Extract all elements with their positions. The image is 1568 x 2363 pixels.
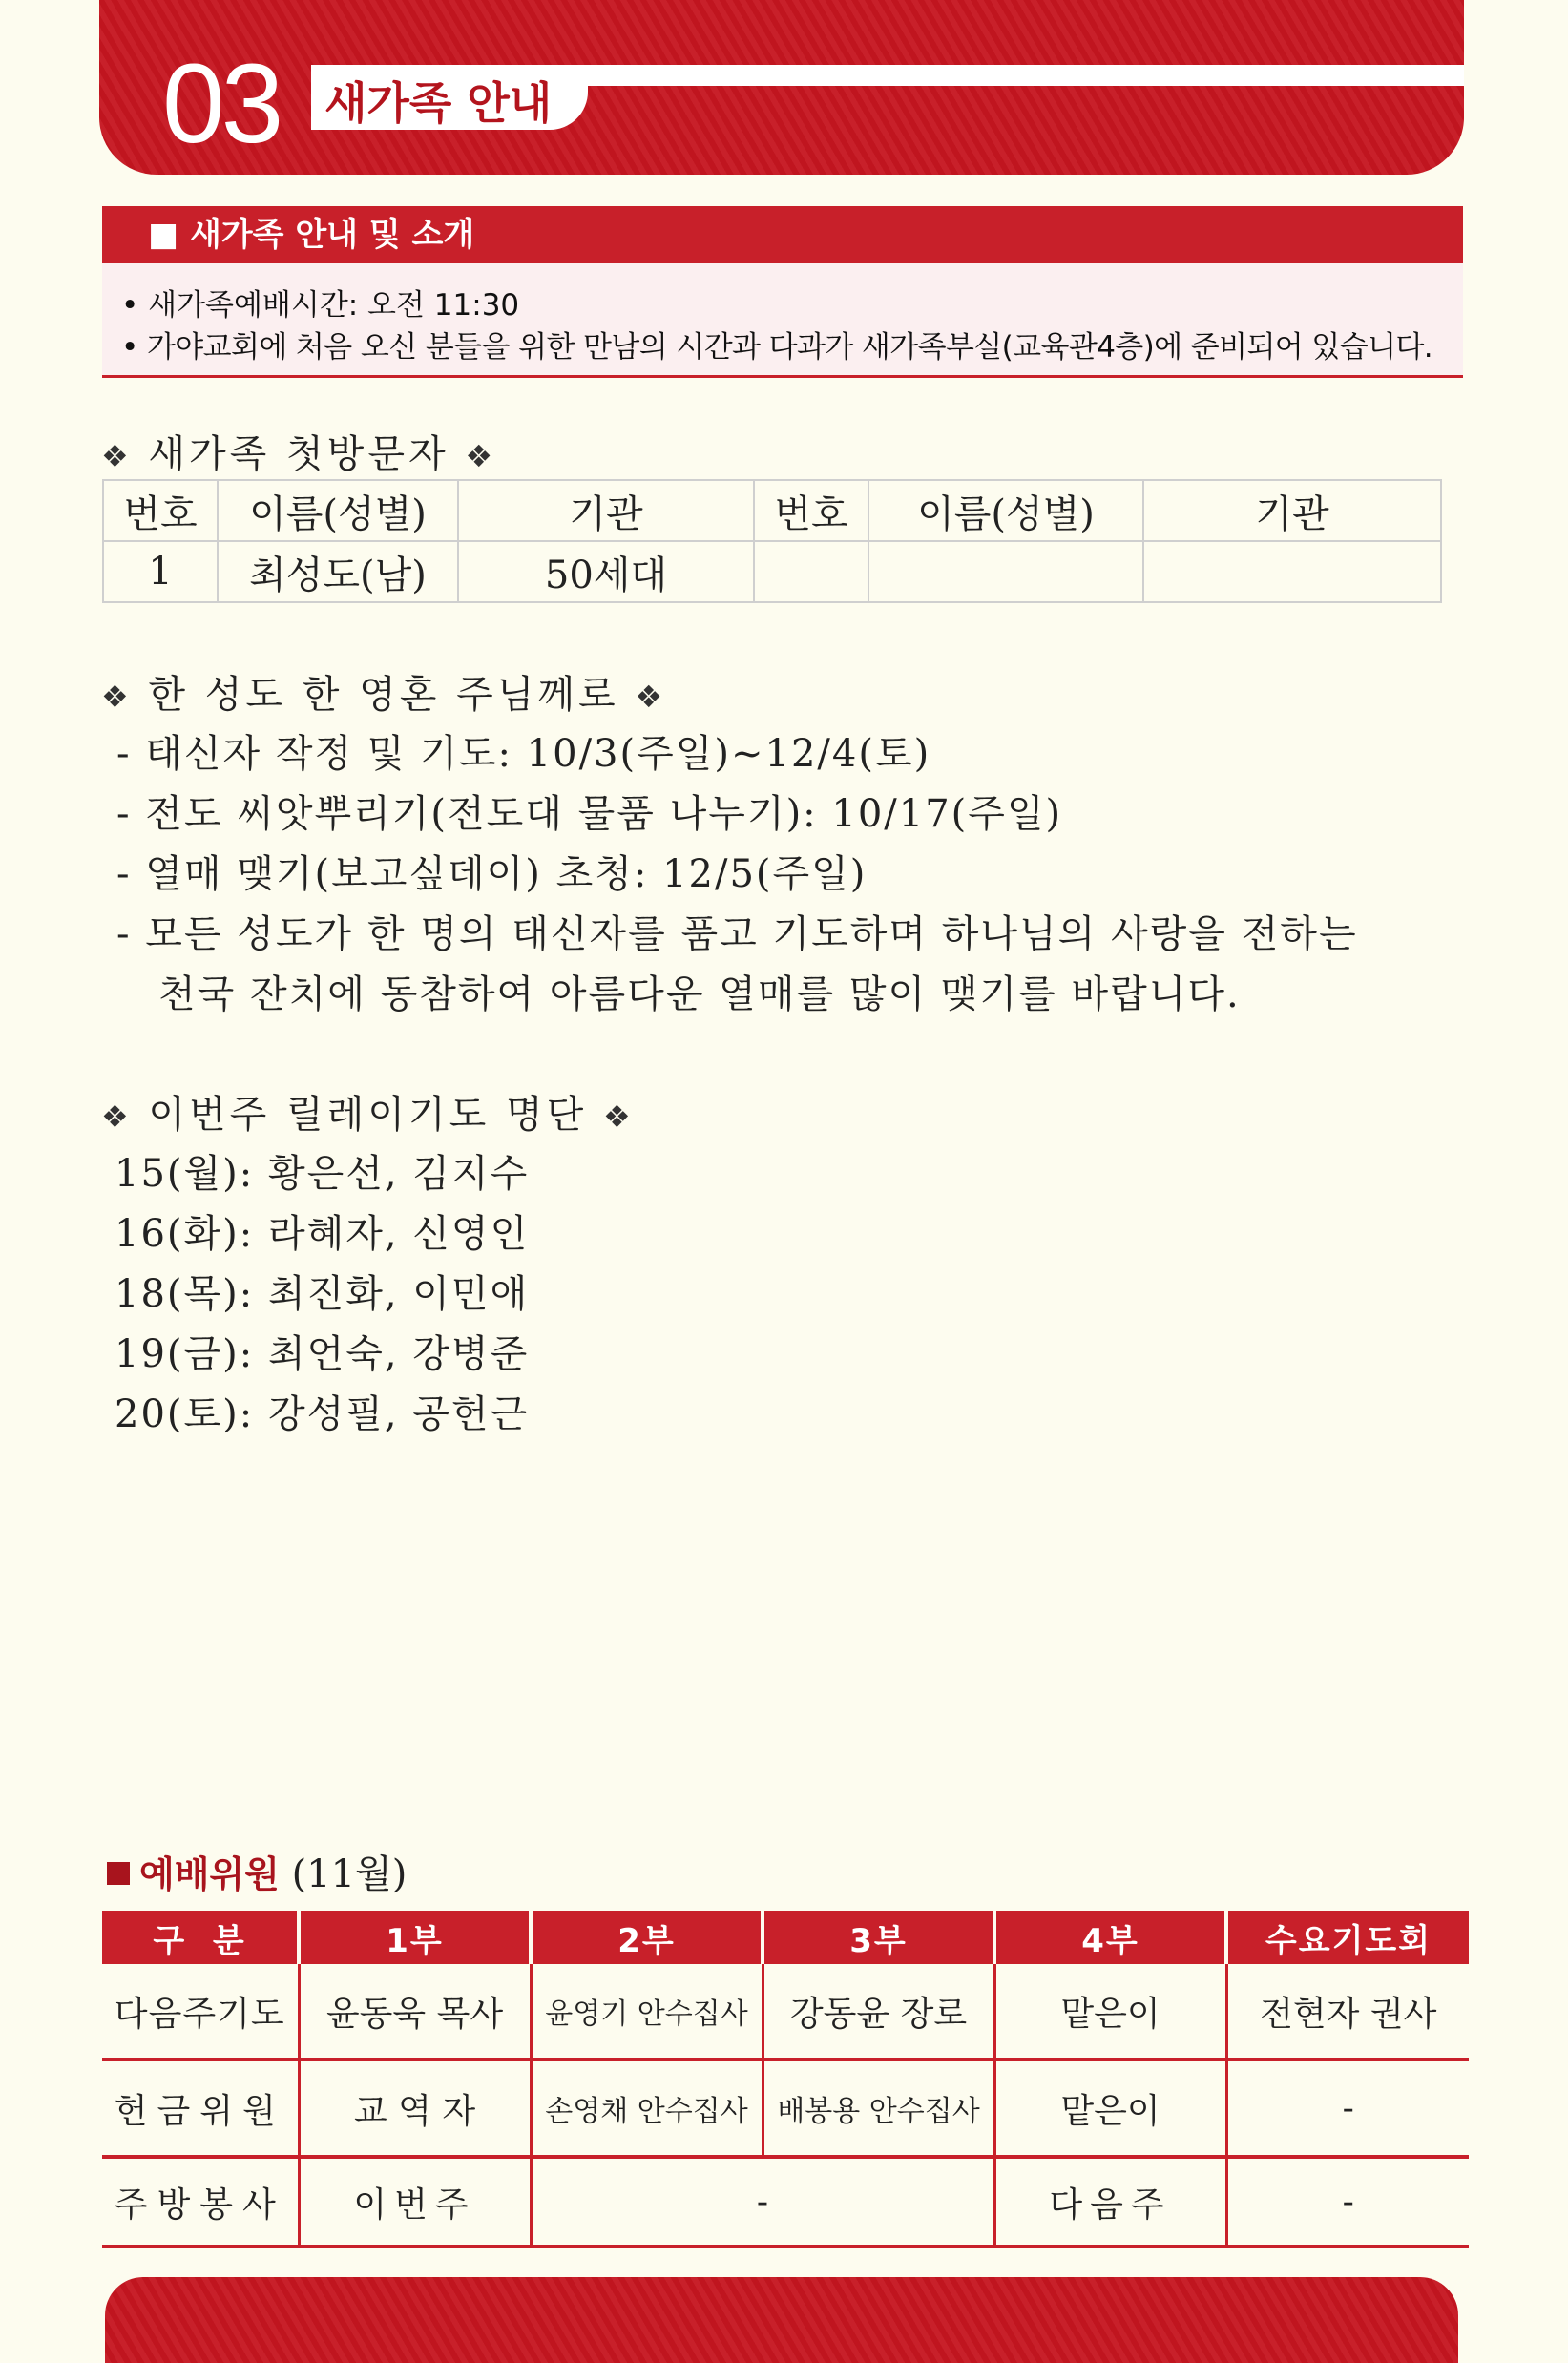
relay-line: 15(월): 황은선, 김지수	[115, 1152, 530, 1196]
table-cell: 강동윤 장로	[763, 1964, 994, 2060]
relay-line: 20(토): 강성필, 공헌근	[115, 1392, 530, 1436]
table-cell: 1	[103, 541, 218, 602]
diamond-icon: ❖	[101, 438, 133, 474]
table-cell: 이번주	[299, 2157, 531, 2247]
row-label: 헌금위원	[102, 2060, 299, 2157]
worship-committee-title-bold: 예배위원	[139, 1853, 280, 1895]
table-cell: 50세대	[458, 541, 754, 602]
diamond-icon: ❖	[635, 679, 667, 715]
diamond-icon: ❖	[101, 1098, 133, 1135]
footer-banner	[105, 2277, 1458, 2363]
table-cell	[868, 541, 1143, 602]
visitors-title	[101, 424, 496, 478]
table-cell: 전현자 권사	[1226, 1964, 1469, 2060]
header-cell: 4부	[994, 1911, 1226, 1964]
table-header-row	[103, 480, 1441, 541]
table-cell	[754, 541, 868, 602]
page-title: 새가족 안내	[324, 77, 553, 129]
table-cell: -	[1226, 2157, 1469, 2247]
header-cell: 이름(성별)	[868, 480, 1143, 541]
square-icon	[107, 1862, 130, 1885]
header-cell: 기관	[1143, 480, 1441, 541]
header-cell: 수요기도회	[1226, 1911, 1469, 1964]
relay-line: 16(화): 라혜자, 신영인	[115, 1212, 530, 1256]
table-cell: 배봉용 안수집사	[763, 2060, 994, 2157]
diamond-icon: ❖	[602, 1098, 635, 1135]
table-cell: 맡은이	[994, 1964, 1226, 2060]
table-cell: 맡은이	[994, 2060, 1226, 2157]
diamond-icon: ❖	[101, 679, 133, 715]
evangelism-title-text: 한 성도 한 영혼 주님께로	[148, 673, 619, 717]
intro-line: • 가야교회에 처음 오신 분들을 위한 만남의 시간과 다과가 새가족부실(교육관4층)에 준비되어 있습니다.	[121, 330, 1433, 365]
worship-committee-title-month: (11월)	[291, 1852, 408, 1896]
row-label: 다음주기도	[102, 1964, 299, 2060]
section-number: 03	[162, 41, 281, 167]
table-cell: 최성도(남)	[218, 541, 458, 602]
relay-line: 19(금): 최언숙, 강병준	[115, 1332, 530, 1376]
header-cell: 2부	[531, 1911, 763, 1964]
intro-body	[102, 263, 1463, 378]
header-cell: 기관	[458, 480, 754, 541]
visitors-title-text: 새가족 첫방문자	[148, 432, 449, 476]
header-cell: 1부	[299, 1911, 531, 1964]
evangelism-line: - 열매 맺기(보고싶데이) 초청: 12/5(주일)	[116, 852, 868, 896]
diamond-icon: ❖	[465, 438, 497, 474]
table-row	[102, 2060, 1469, 2157]
header-cell: 이름(성별)	[218, 480, 458, 541]
table-cell: 교 역 자	[299, 2060, 531, 2157]
table-cell: 윤동욱 목사	[299, 1964, 531, 2060]
header-cell: 3부	[763, 1911, 994, 1964]
evangelism-line: 천국 잔치에 동참하여 아름다운 열매를 많이 맺기를 바랍니다.	[158, 972, 1241, 1016]
evangelism-title	[101, 664, 666, 719]
table-cell: 다음주	[994, 2157, 1226, 2247]
header-banner	[99, 0, 1464, 175]
table-cell: 윤영기 안수집사	[531, 1964, 763, 2060]
table-row	[102, 2157, 1469, 2247]
header-cell: 번호	[754, 480, 868, 541]
table-row	[102, 1964, 1469, 2060]
header-cell: 구 분	[102, 1911, 299, 1964]
worship-committee-table	[102, 1911, 1469, 2248]
evangelism-line: - 모든 성도가 한 명의 태신자를 품고 기도하며 하나님의 사랑을 전하는	[116, 912, 1358, 956]
table-cell: -	[1226, 2060, 1469, 2157]
relay-line: 18(목): 최진화, 이민애	[115, 1272, 530, 1316]
relay-title	[101, 1084, 635, 1139]
evangelism-line: - 전도 씨앗뿌리기(전도대 물품 나누기): 10/17(주일)	[116, 792, 1063, 836]
row-label: 주방봉사	[102, 2157, 299, 2247]
evangelism-line: - 태신자 작정 및 기도: 10/3(주일)~12/4(토)	[116, 732, 931, 776]
visitor-table	[102, 479, 1442, 603]
table-cell	[1143, 541, 1441, 602]
intro-line: • 새가족예배시간: 오전 11:30	[121, 288, 520, 323]
table-cell: -	[531, 2157, 994, 2247]
relay-title-text: 이번주 릴레이기도 명단	[148, 1093, 588, 1137]
table-cell: 손영채 안수집사	[531, 2060, 763, 2157]
header-cell: 번호	[103, 480, 218, 541]
table-row	[103, 541, 1441, 602]
intro-heading: ■ 새가족 안내 및 소개	[102, 206, 1463, 263]
worship-committee-title	[107, 1844, 407, 1898]
table-header-row	[102, 1911, 1469, 1964]
